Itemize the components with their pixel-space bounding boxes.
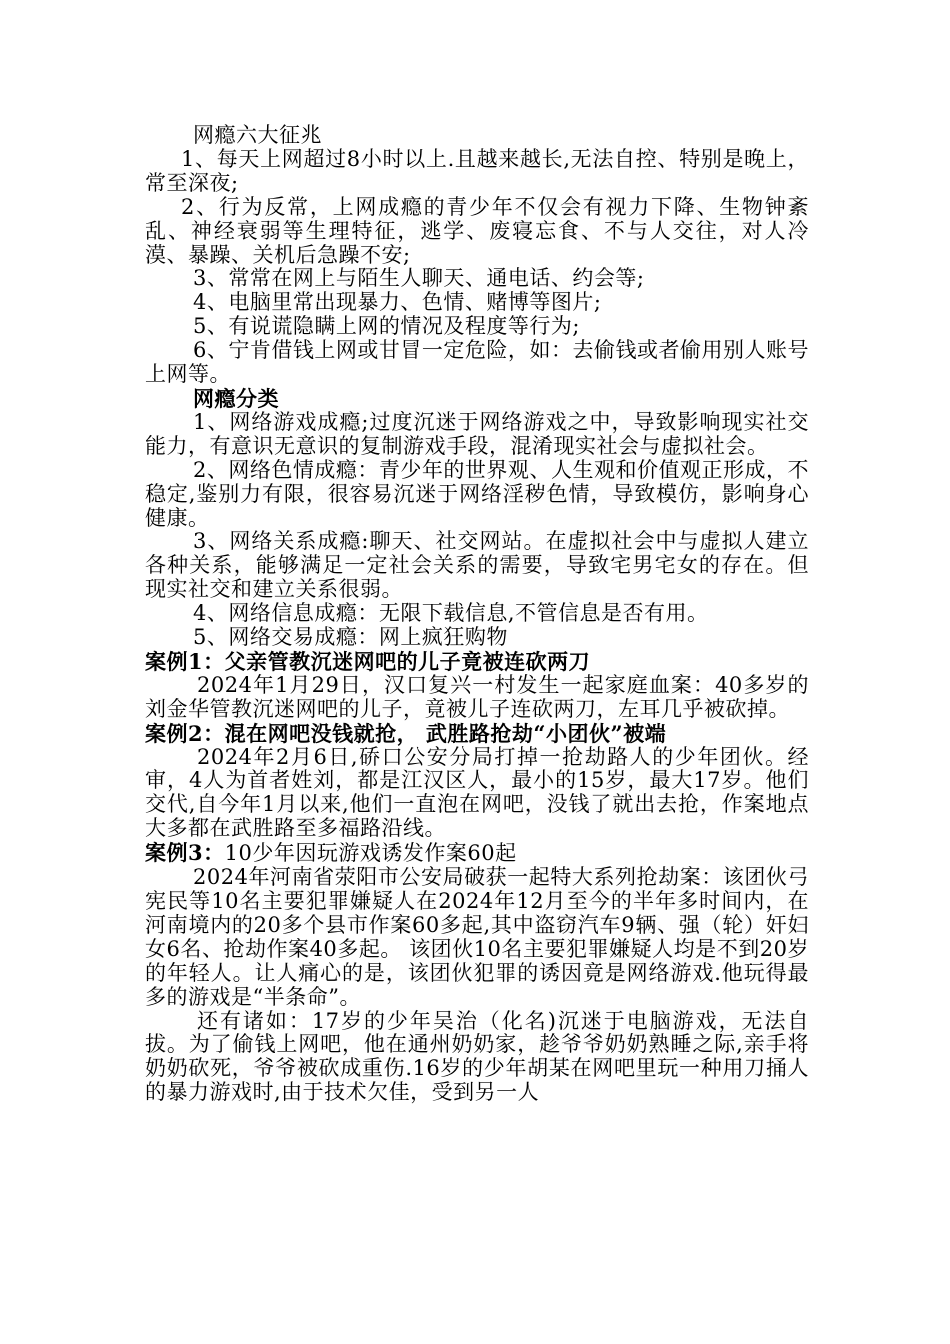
section-title-symptoms: 网瘾六大征兆	[193, 123, 322, 147]
symptom-item: 5、有说谎隐瞒上网的情况及程度等行为;	[193, 314, 580, 339]
case-heading	[145, 722, 809, 746]
case-label: 案例1：	[145, 648, 225, 674]
category-item: 3、网络关系成瘾:聊天、社交网站。在虚拟社会中与虚拟人建立各种关系，能够满足一定社会关系的需要，导致宅男宅女的存在。但现实社交和建立关系很弱。	[145, 529, 809, 602]
case-body: 2024年2月6日,硚口公安分局打掉一抢劫路人的少年团伙。经审，4人为首者姓刘，都是江汉区人，最小的15岁，最大17岁。他们交代,自今年1月以来,他们一直泡在网吧，没钱了就出去抢，作案地点大多都在武胜路至多福路沿线。	[145, 744, 809, 841]
symptom-item: 3、常常在网上与陌生人聊天、通电话、约会等;	[193, 266, 645, 291]
symptom-item: 2、行为反常，上网成瘾的青少年不仅会有视力下降、生物钟紊乱、神经衰弱等生理特征，逃学、废寝忘食、不与人交往，对人冷漠、暴躁、关机后急躁不安;	[145, 194, 809, 267]
category-item: 5、网络交易成瘾：网上疯狂购物	[193, 625, 508, 650]
case-body: 2024年1月29日，汉口复兴一村发生一起家庭血案：40多岁的刘金华管教沉迷网吧的儿子，竟被儿子连砍两刀，左耳几乎被砍掉。	[145, 672, 809, 721]
case-label: 案例3：	[145, 840, 225, 866]
case-title: 父亲管教沉迷网吧的儿子竟被连砍两刀	[224, 648, 591, 674]
case-heading	[145, 650, 809, 674]
symptom-item: 6、宁肯借钱上网或甘冒一定危险，如：去偷钱或者偷用别人账号上网等。	[145, 338, 809, 387]
case-body: 2024年河南省荥阳市公安局破获一起特大系列抢劫案：该团伙弓宪民等10名主要犯罪嫌疑人在2024年12月至今的半年多时间内，在河南境内的20多个县市作案60多起,其中盗窃汽车9辆、强（轮）奸妇女6名、抢劫作案40多起。 该团伙10名主要犯罪嫌疑人均是不到20岁的年轻人。让人痛心的是，该团伙犯罪的诱因竟是网络游戏.他玩得最多的游戏是“半条命”。	[145, 865, 809, 1009]
case-heading	[145, 841, 809, 866]
closing-paragraph: 还有诸如：17岁的少年吴治（化名)沉迷于电脑游戏，无法自拔。为了偷钱上网吧，他在通州奶奶家，趁爷爷奶奶熟睡之际,亲手将奶奶砍死，爷爷被砍成重伤.16岁的少年胡某在网吧里玩一种用刀捅人的暴力游戏时,由于技术欠佳，受到另一人	[145, 1008, 809, 1105]
category-item: 4、网络信息成瘾：无限下载信息,不管信息是否有用。	[193, 601, 709, 626]
document-page	[145, 124, 809, 1105]
case-label: 案例2：	[145, 720, 225, 746]
case-title: 10少年因玩游戏诱发作案60起	[224, 841, 517, 866]
symptom-item: 4、电脑里常出现暴力、色情、赌博等图片;	[193, 290, 602, 315]
symptom-item: 1、每天上网超过8小时以上.且越来越长,无法自控、特别是晚上，常至深夜;	[145, 146, 809, 195]
category-item: 2、网络色情成瘾：青少年的世界观、人生观和价值观正形成，不稳定,鉴别力有限，很容易沉迷于网络淫秽色情，导致模仿，影响身心健康。	[145, 457, 809, 530]
case-title: 混在网吧没钱就抢， 武胜路抢劫“小团伙”被端	[224, 720, 667, 746]
category-item: 1、网络游戏成瘾;过度沉迷于网络游戏之中，导致影响现实社交能力，有意识无意识的复制游戏手段，混淆现实社会与虚拟社会。	[145, 409, 809, 458]
section-title-categories: 网瘾分类	[193, 385, 279, 411]
